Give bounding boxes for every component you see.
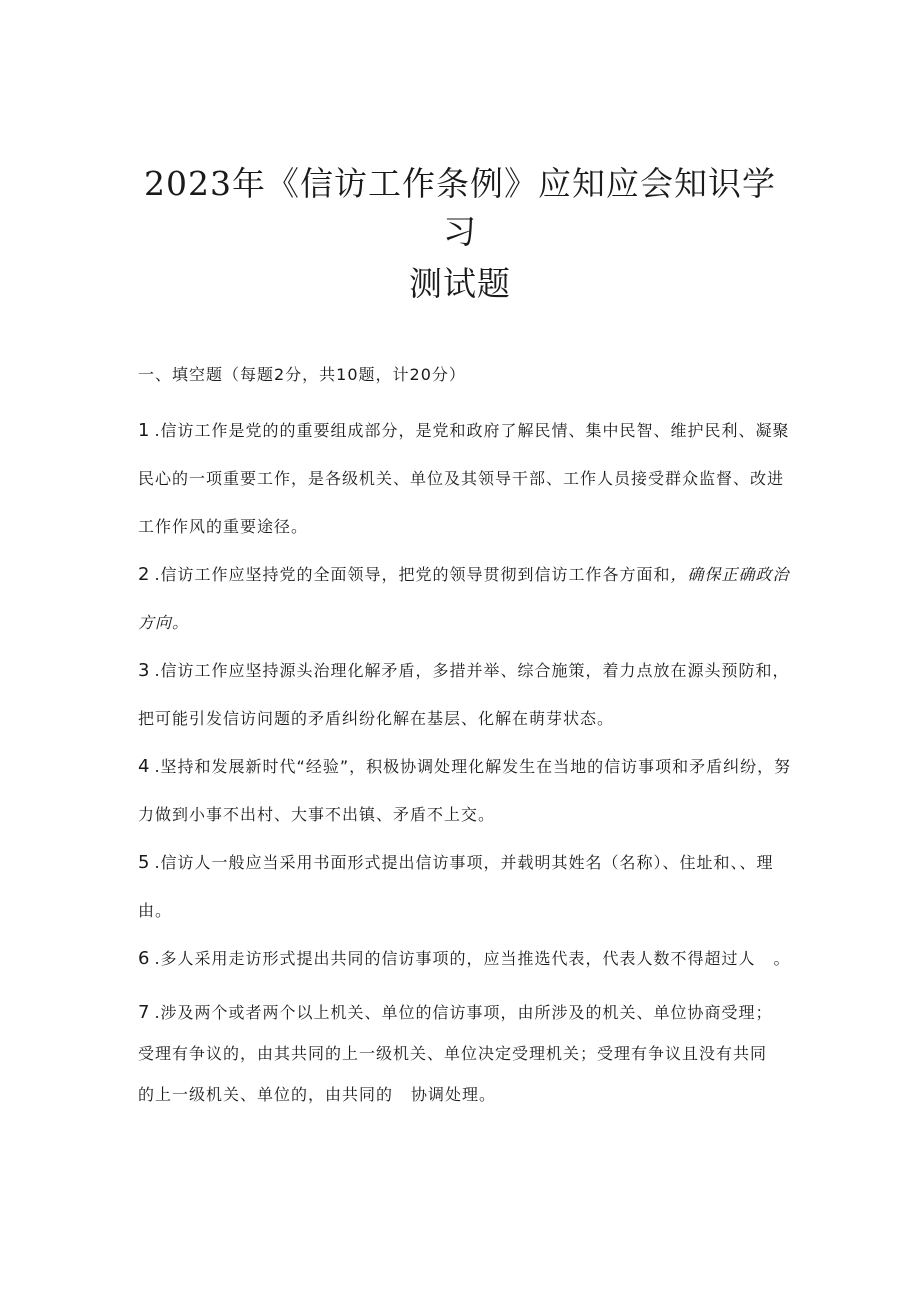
question-6 <box>138 935 798 983</box>
question-2 <box>138 551 798 647</box>
question-italic-text: ，确保正确政治方向。 <box>138 565 790 632</box>
document-body <box>138 360 798 1115</box>
question-text-line-2: 受理有争议的，由其共同的上一级机关、单位决定受理机关；受理有争议且没有共同 <box>138 1044 768 1063</box>
title-line-1: 2023年《信访工作条例》应知应会知识学 <box>144 164 776 203</box>
question-4 <box>138 743 798 839</box>
question-number: 6 <box>138 948 151 969</box>
question-text: .信访人一般应当采用书面形式提出信访事项，并载明其姓名（名称）、住址和、、理由。 <box>138 853 774 920</box>
question-text: .信访工作应坚持党的全面领导，把党的领导贯彻到信访工作各方面和 <box>154 565 671 584</box>
question-number: 3 <box>138 660 151 681</box>
question-7 <box>138 992 798 1115</box>
question-text: .多人采用走访形式提出共同的信访事项的，应当推选代表，代表人数不得超过人 <box>154 949 756 968</box>
question-text: .信访工作应坚持源头治理化解矛盾，多措并举、综合施策，着力点放在源头预防和，把可能引发信访问题的矛盾纠纷化解在基层、化解在萌芽状态。 <box>138 661 790 728</box>
question-number: 2 <box>138 564 151 585</box>
title-line-2: 习 <box>443 212 477 251</box>
question-text-end: 。 <box>773 949 791 968</box>
question-text-line-3: 的上一级机关、单位的，由共同的 <box>138 1085 394 1104</box>
question-text-line-1: .涉及两个或者两个以上机关、单位的信访事项，由所涉及的机关、单位协商受理； <box>154 1003 773 1022</box>
question-number: 5 <box>138 852 151 873</box>
document-title <box>0 160 920 308</box>
question-number: 4 <box>138 756 151 777</box>
title-line-3: 测试题 <box>409 264 511 303</box>
question-number: 7 <box>138 1002 151 1023</box>
question-3 <box>138 647 798 743</box>
question-text-line-3-end: 协调处理。 <box>411 1085 497 1104</box>
question-text: .信访工作是党的的重要组成部分，是党和政府了解民情、集中民智、维护民利、凝聚民心的一项重要工作，是各级机关、单位及其领导干部、工作人员接受群众监督、改进工作作风的重要途径。 <box>138 421 790 536</box>
question-number: 1 <box>138 420 151 441</box>
question-text: .坚持和发展新时代“经验”，积极协调处理化解发生在当地的信访事项和矛盾纠纷，努力做到小事不出村、大事不出镇、矛盾不上交。 <box>138 757 792 824</box>
question-1 <box>138 407 798 551</box>
question-5 <box>138 839 798 935</box>
section-heading: 一、填空题（每题2分，共10题，计20分） <box>138 365 466 384</box>
